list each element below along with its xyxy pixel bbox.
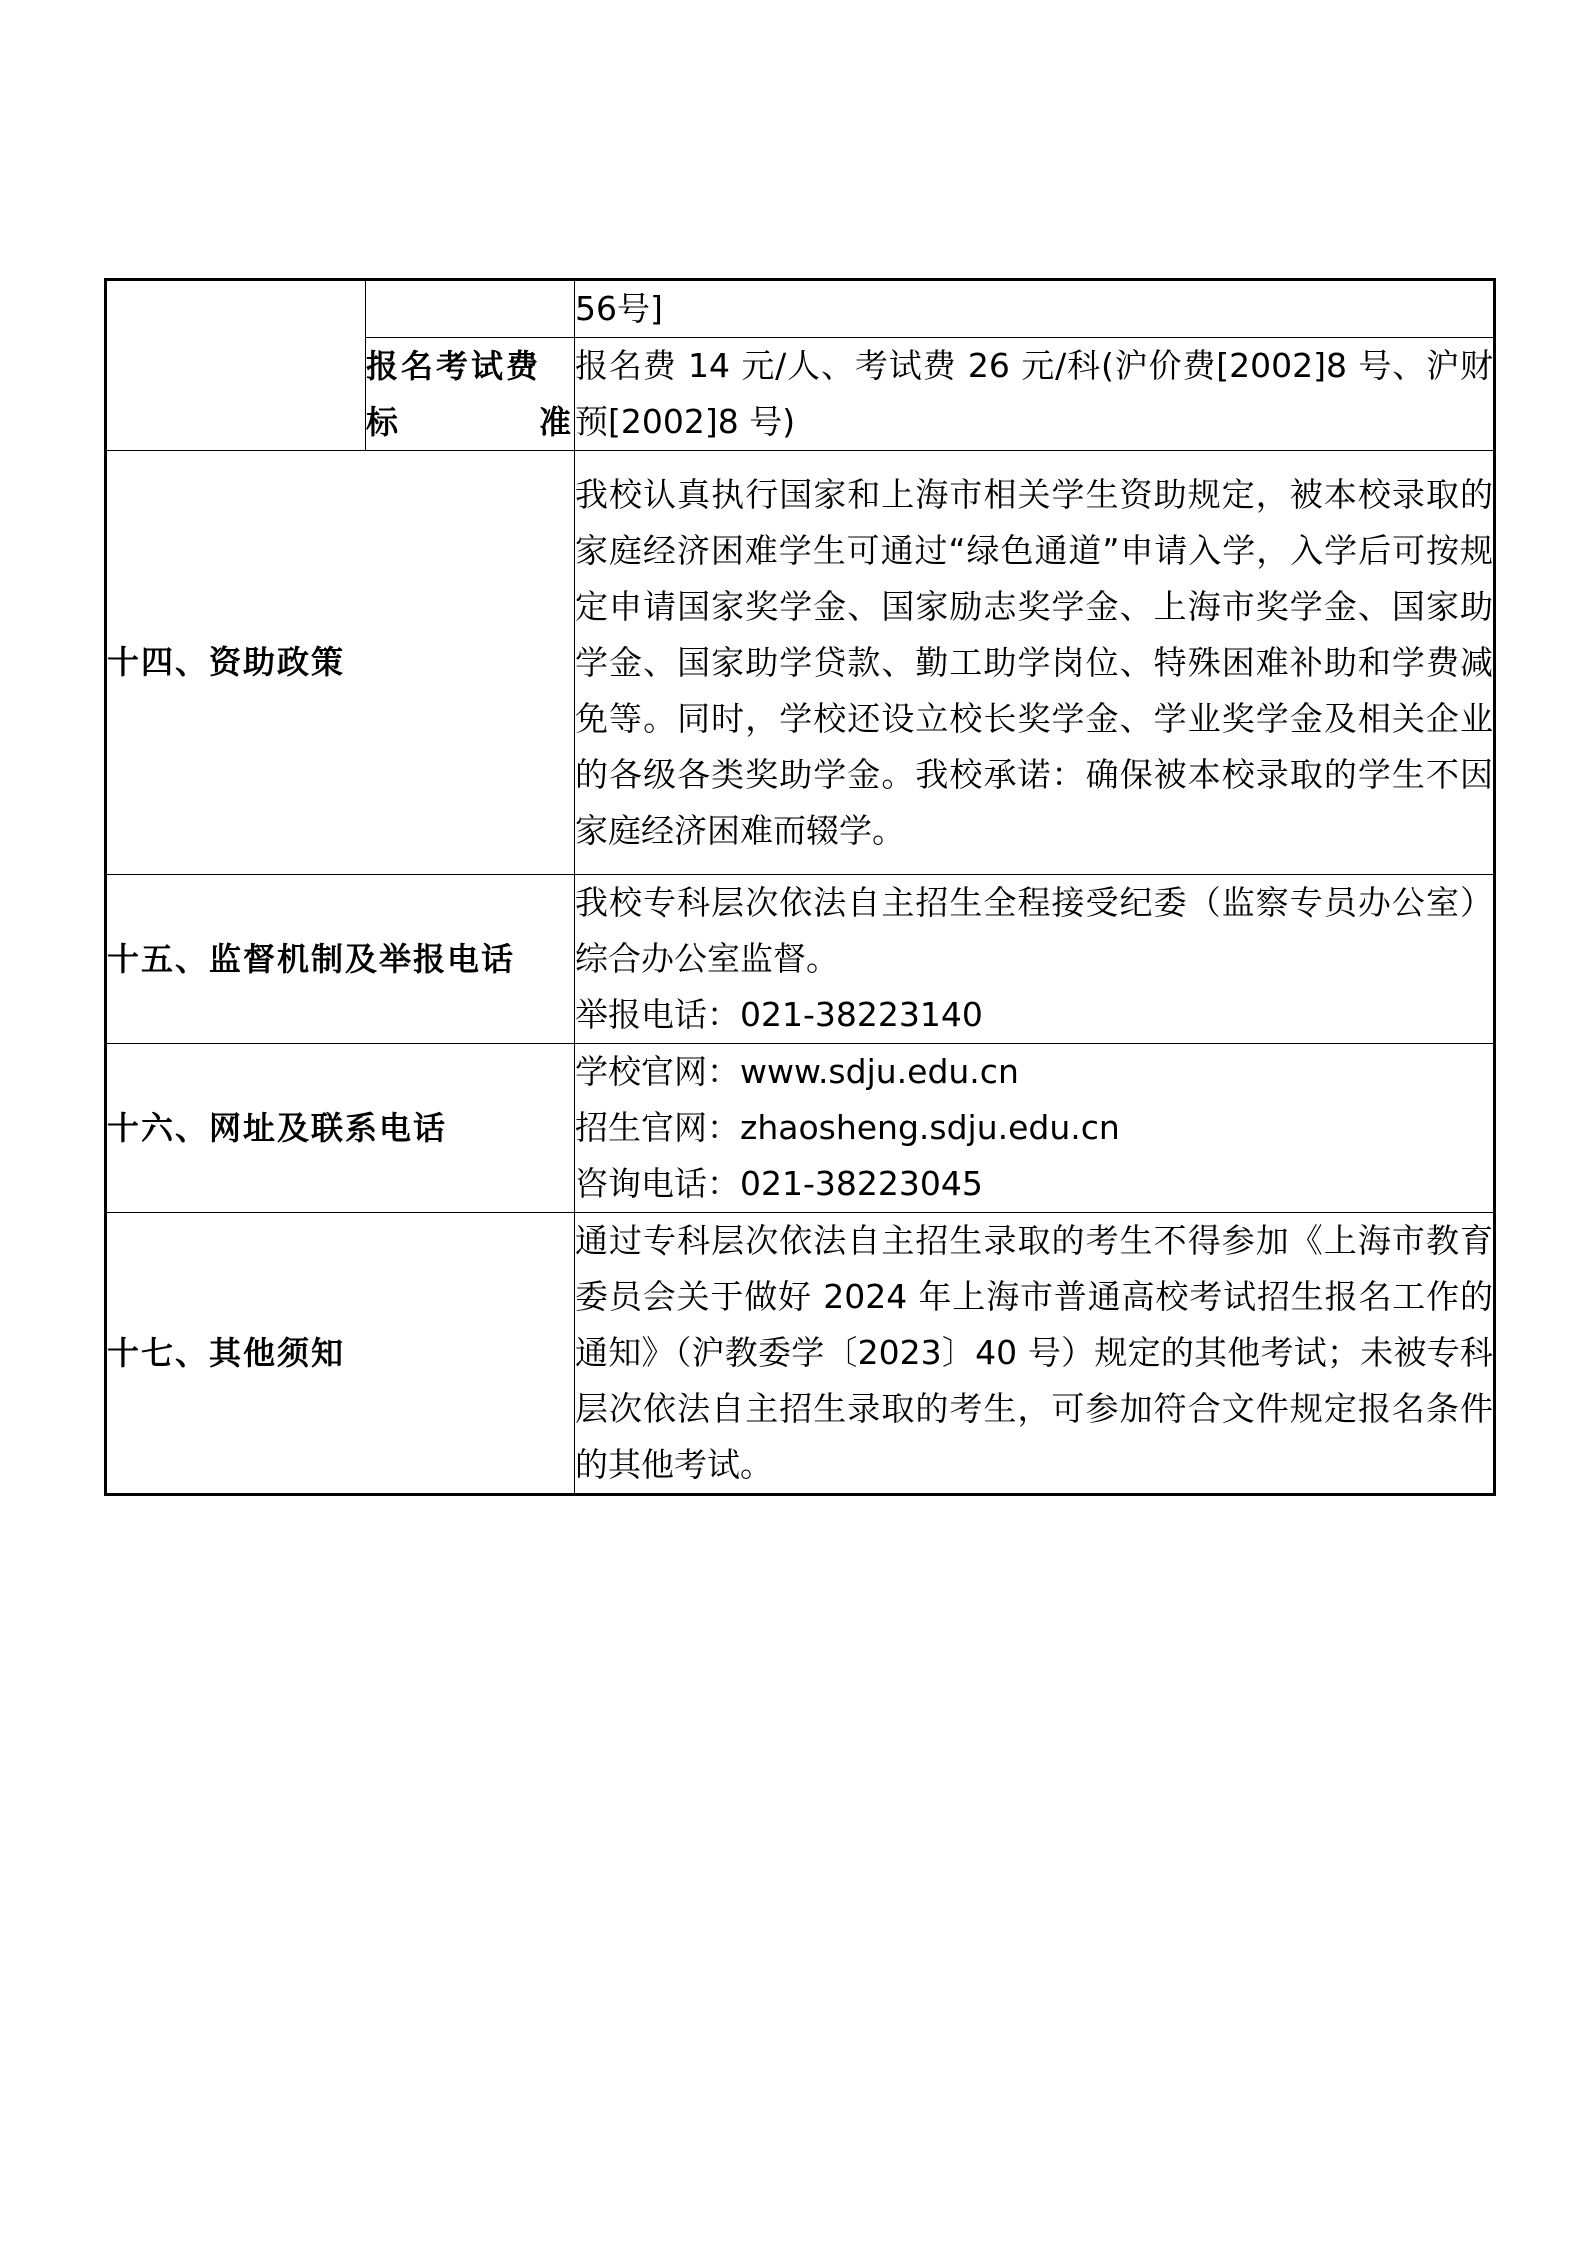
section16-title: 十六、网址及联系电话 — [106, 1044, 575, 1213]
section15-text: 我校专科层次依法自主招生全程接受纪委（监察专员办公室）综合办公室监督。 — [575, 883, 1493, 978]
empty-category-cell — [106, 280, 366, 451]
section15-phone: 举报电话：021-38223140 — [575, 995, 983, 1034]
section14-content-cell — [575, 451, 1495, 875]
section14-text: 我校认真执行国家和上海市相关学生资助规定，被本校录取的家庭经济困难学生可通过“绿色通道”申请入学，入学后可按规定申请国家奖学金、国家励志奖学金、上海市奖学金、国家助学金、国家助学贷款、勤工助学岗位、特殊困难补助和学费减免等。同时，学校还设立校长奖学金、学业奖学金及相关企业的各级各类奖助学金。我校承诺：确保被本校录取的学生不因家庭经济困难而辍学。 — [575, 474, 1493, 850]
section16-content-cell — [575, 1044, 1495, 1213]
section15-content-cell — [575, 875, 1495, 1044]
table-row — [106, 1044, 1495, 1213]
table-row — [106, 280, 1495, 338]
table-row — [106, 1213, 1495, 1495]
empty-label-cell — [366, 280, 575, 338]
fee-text: 报名费 14 元/人、考试费 26 元/科(沪价费[2002]8 号、沪财预[2002]8 号) — [575, 346, 1493, 441]
fee-text-cell — [575, 338, 1495, 451]
fee-label-line2-b: 准 — [538, 403, 574, 441]
section17-text: 通过专科层次依法自主招生录取的考生不得参加《上海市教育委员会关于做好 2024 年上海市普通高校考试招生报名工作的通知》（沪教委学〔2023〕40 号）规定的其他考试；未被专科层次依法自主招生录取的考生，可参加符合文件规定报名条件的其他考试。 — [575, 1221, 1493, 1484]
section17-content-cell — [575, 1213, 1495, 1495]
fee-prev-tail-text: 56号] — [575, 289, 663, 328]
fee-label-line2-a: 标 — [366, 403, 402, 441]
fee-label-line2 — [366, 394, 574, 450]
section14-title: 十四、资助政策 — [106, 451, 575, 875]
section16-phone: 咨询电话：021-38223045 — [575, 1164, 983, 1203]
table-row — [106, 875, 1495, 1044]
section16-admission-site: 招生官网：zhaosheng.sdju.edu.cn — [575, 1108, 1120, 1147]
fee-prev-tail-cell — [575, 280, 1495, 338]
section15-title: 十五、监督机制及举报电话 — [106, 875, 575, 1044]
section17-title: 十七、其他须知 — [106, 1213, 575, 1495]
table-row — [106, 451, 1495, 875]
fee-label-line1: 报名考试费 — [366, 347, 542, 385]
fee-label-cell — [366, 338, 575, 451]
admissions-info-table — [104, 278, 1496, 1496]
section16-website: 学校官网：www.sdju.edu.cn — [575, 1052, 1019, 1091]
